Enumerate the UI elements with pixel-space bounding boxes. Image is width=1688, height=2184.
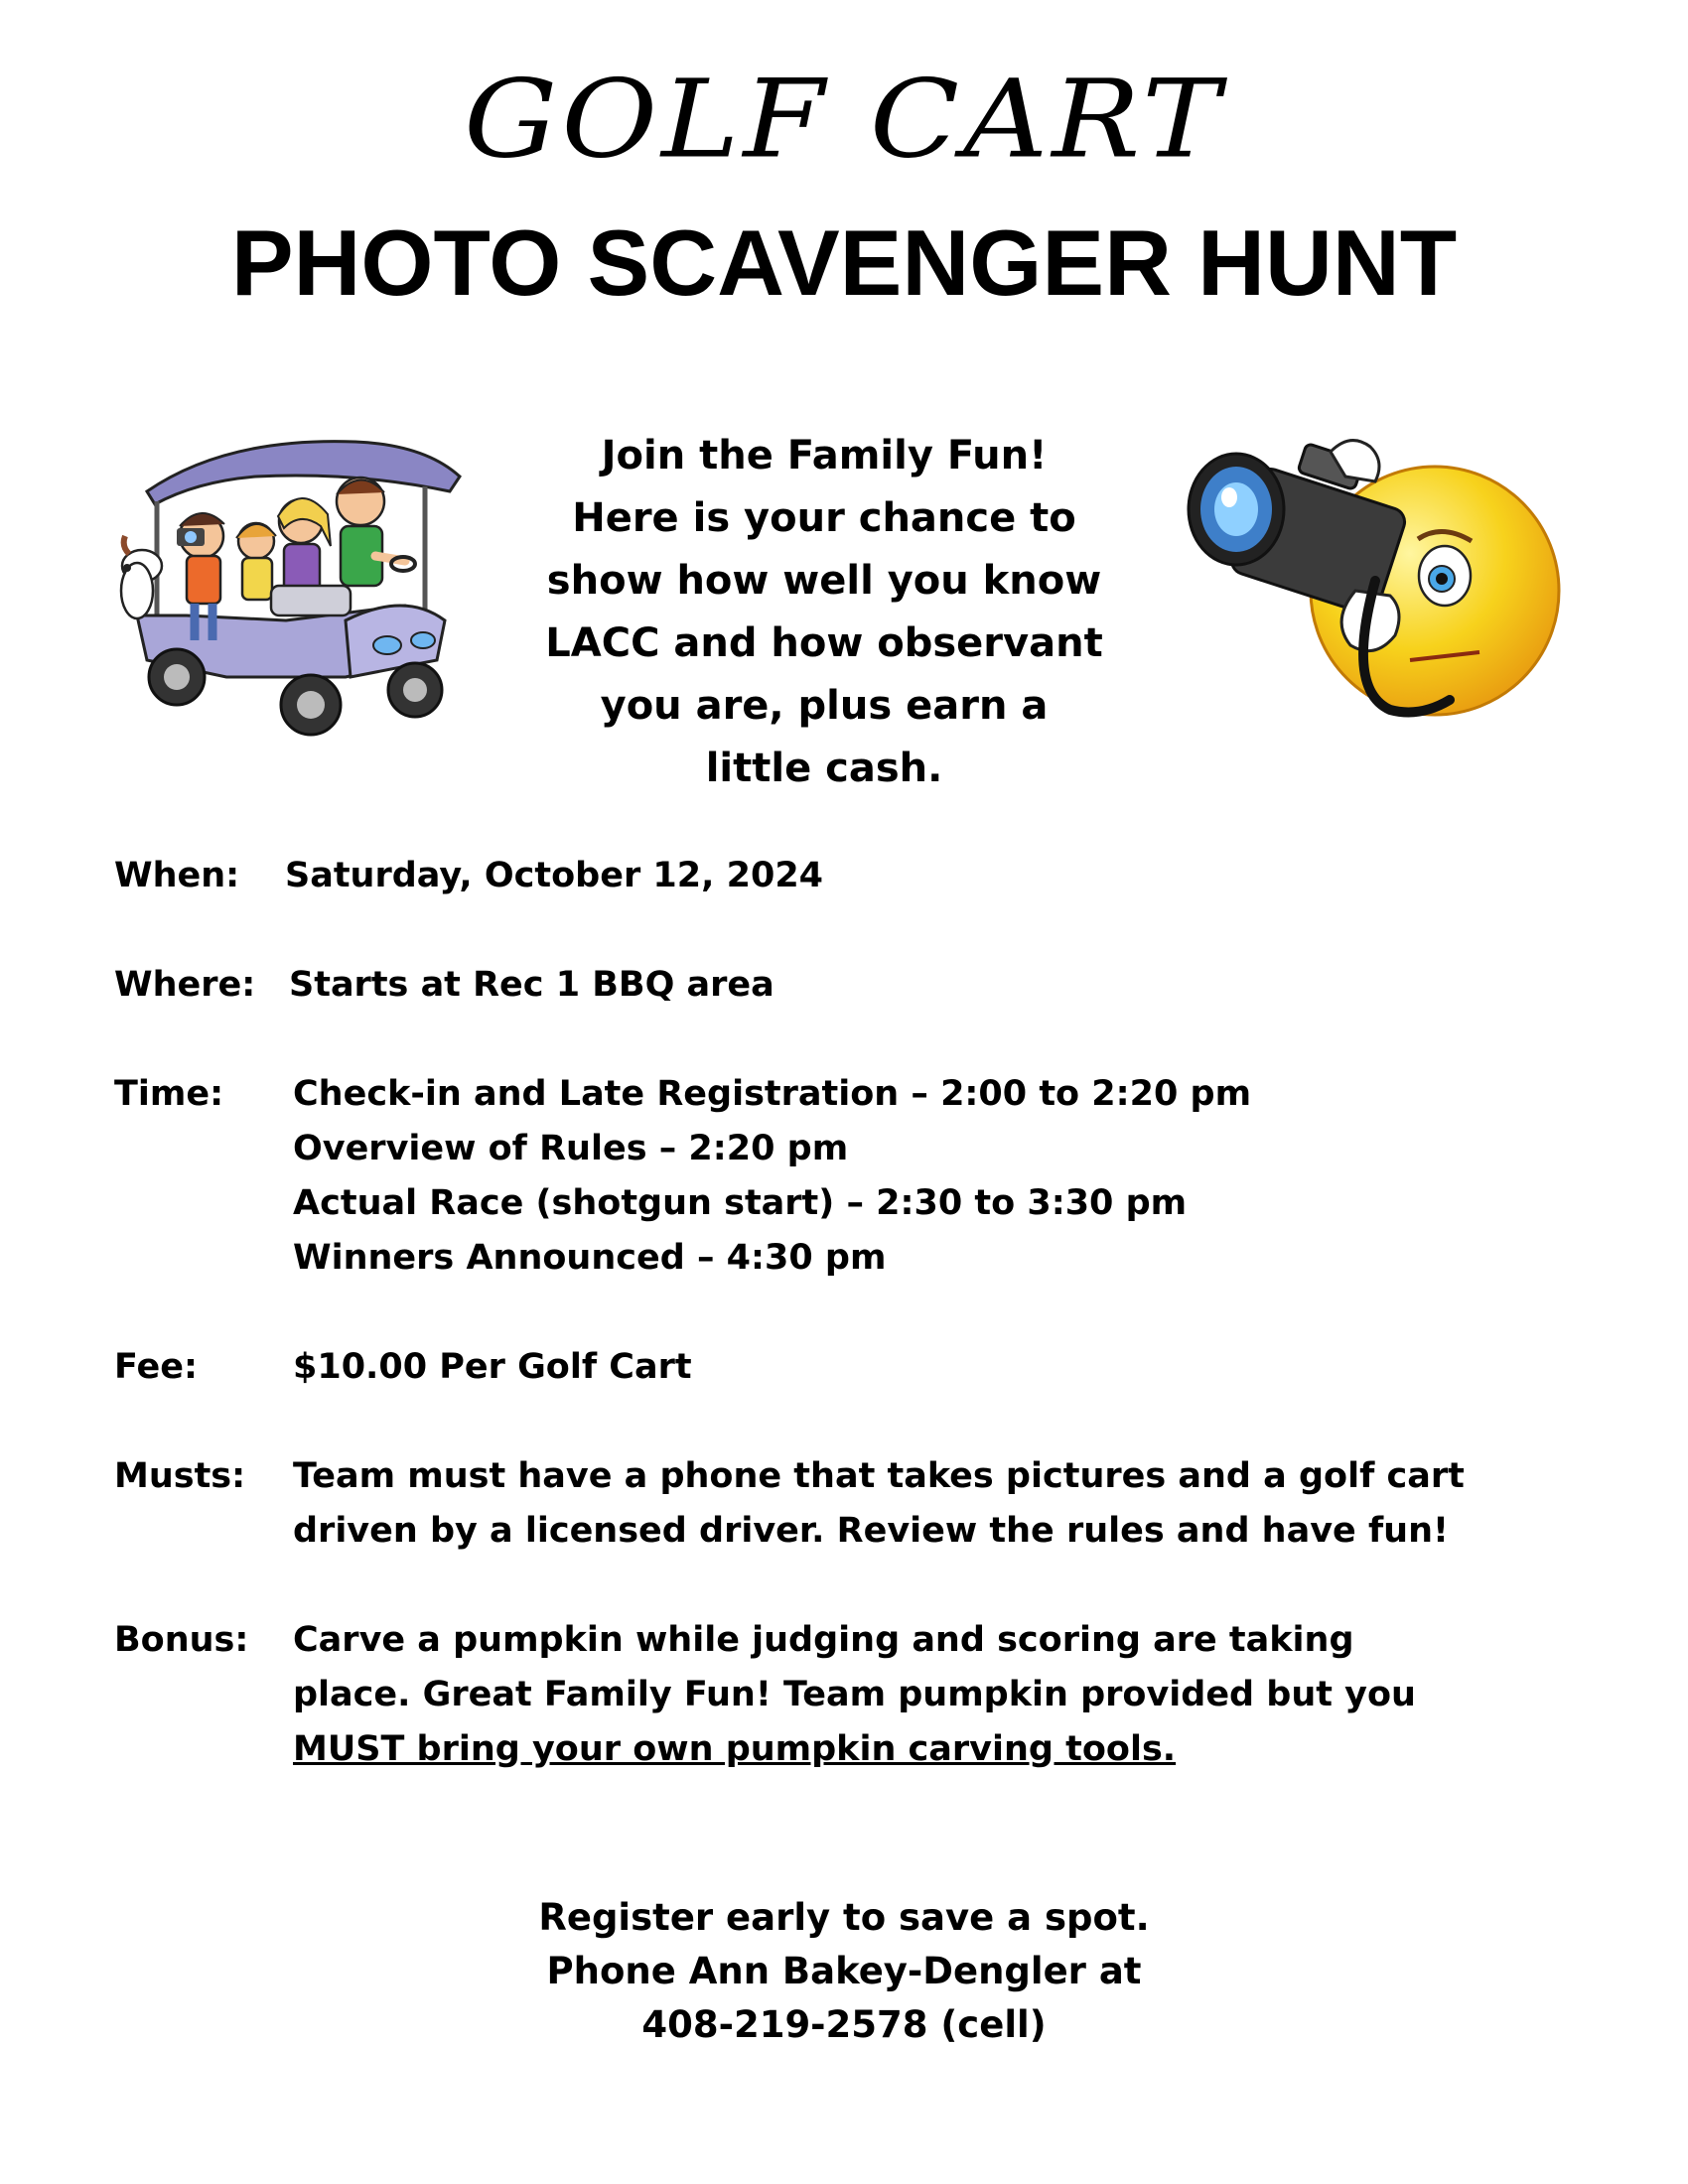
musts-line: driven by a licensed driver. Review the rules and have fun! [293,1511,1449,1551]
musts-line: Team must have a phone that takes pictures and a golf cart [293,1456,1465,1496]
footer-line: Register early to save a spot. [538,1896,1150,1939]
title-golf-cart: GOLF CART [464,56,1224,183]
musts-row [114,1449,1604,1559]
fee-row [114,1340,1604,1395]
when-label: When: [114,856,240,895]
intro-line: LACC and how observant [545,620,1103,666]
bonus-underlined-note: MUST bring your own pumpkin carving tools. [293,1729,1177,1769]
fee-label: Fee: [114,1347,198,1387]
when-value: Saturday, October 12, 2024 [285,856,824,895]
where-value: Starts at Rec 1 BBQ area [289,965,774,1005]
intro-line: you are, plus earn a [600,683,1049,729]
footer-line: Phone Ann Bakey-Dengler at [546,1950,1142,1992]
bonus-row [114,1613,1604,1777]
intro-text [477,425,1172,800]
bonus-line: place. Great Family Fun! Team pumpkin provided but you [293,1675,1416,1714]
registration-footer [0,1891,1688,2052]
bonus-line: Carve a pumpkin while judging and scoring are taking [293,1620,1354,1660]
time-line: Overview of Rules – 2:20 pm [293,1129,849,1168]
intro-line: Join the Family Fun! [601,433,1048,478]
event-details [114,849,1604,1832]
where-label: Where: [114,965,256,1005]
golf-cart-family-clipart [107,417,475,745]
bonus-label: Bonus: [114,1620,249,1660]
where-row [114,958,1604,1013]
time-line: Actual Race (shotgun start) – 2:30 to 3:30 pm [293,1183,1188,1223]
intro-line: little cash. [705,746,943,791]
intro-line: show how well you know [546,558,1102,604]
intro-line: Here is your chance to [572,495,1076,541]
musts-label: Musts: [114,1456,246,1496]
when-row [114,849,1604,903]
time-label: Time: [114,1074,224,1114]
time-line: Winners Announced – 4:30 pm [293,1238,887,1278]
musts-value [293,1449,1604,1559]
time-value [293,1067,1604,1286]
footer-phone: 408-219-2578 (cell) [641,2003,1047,2046]
title-photo-scavenger-hunt: PHOTO SCAVENGER HUNT [230,210,1458,315]
time-line: Check-in and Late Registration – 2:00 to 2:20 pm [293,1074,1252,1114]
fee-value: $10.00 Per Golf Cart [293,1347,692,1387]
camera-smiley-clipart [1182,432,1569,740]
time-row [114,1067,1604,1286]
bonus-value [293,1613,1604,1777]
